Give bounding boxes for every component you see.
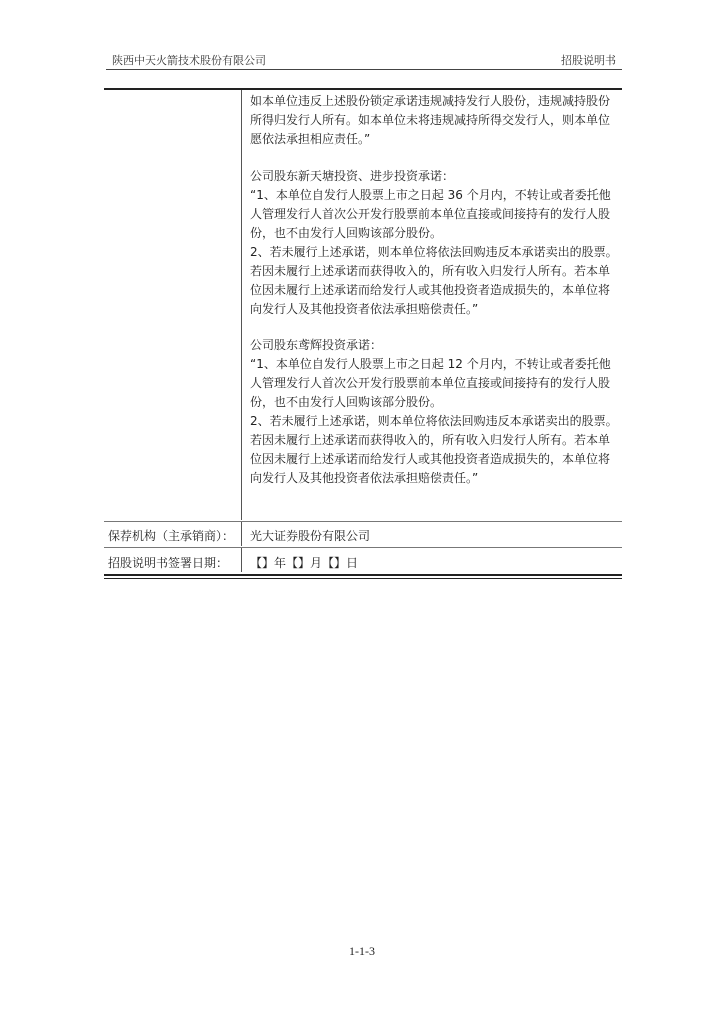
commitments-cell [250, 92, 620, 488]
sponsor-value: 光大证券股份有限公司 [250, 529, 371, 543]
xintiantang-item2: 2、若未履行上述承诺，则本单位将依法回购违反本承诺卖出的股票。若因未履行上述承诺而获得收入的，所有收入归发行人所有。若本单位因未履行上述承诺而给发行人或其他投资者造成损失的，本单位将向发行人及其他投资者依法承担赔偿责任。” [250, 245, 618, 316]
column-divider [241, 522, 242, 546]
sponsor-label: 保荐机构（主承销商）： [108, 529, 235, 543]
signing-date-label: 招股说明书签署日期： [108, 556, 229, 570]
header-rule [106, 69, 622, 70]
xintiantang-title: 公司股东新天塘投资、进步投资承诺： [250, 169, 455, 183]
column-divider [241, 90, 242, 520]
table-top-rule [104, 88, 622, 90]
yuanhui-item2: 2、若未履行上述承诺，则本单位将依法回购违反本承诺卖出的股票。若因未履行上述承诺而获得收入的，所有收入归发行人所有。若本单位因未履行上述承诺而给发行人或其他投资者造成损失的，本单位将向发行人及其他投资者依法承担赔偿责任。” [250, 414, 618, 485]
table-bottom-rule [104, 574, 622, 576]
table-bottom-rule-secondary [104, 578, 622, 579]
column-divider [241, 548, 242, 572]
yuanhui-item1: “1、本单位自发行人股票上市之日起 12 个月内，不转让或者委托他人管理发行人首次公开发行股票前本单位直接或间接持有的发行人股份，也不由发行人回购该部分股份。 [250, 357, 611, 409]
commitment-continuation: 如本单位违反上述股份锁定承诺违规减持发行人股份，违规减持股份所得归发行人所有。如本单位未将违规减持所得交发行人，则本单位愿依法承担相应责任。” [250, 94, 611, 146]
signing-date-value: 【】年【】月【】日 [250, 556, 359, 570]
page-number: 1-1-3 [349, 944, 375, 958]
row-rule [104, 547, 622, 548]
xintiantang-item1: “1、本单位自发行人股票上市之日起 36 个月内，不转让或者委托他人管理发行人首次公开发行股票前本单位直接或间接持有的发行人股份，也不由发行人回购该部分股份。 [250, 188, 611, 240]
document-type: 招股说明书 [561, 54, 616, 67]
company-name: 陕西中天火箭技术股份有限公司 [112, 54, 266, 67]
page-header [106, 50, 622, 68]
row-rule [104, 521, 622, 522]
yuanhui-title: 公司股东鸢辉投资承诺： [250, 338, 383, 352]
